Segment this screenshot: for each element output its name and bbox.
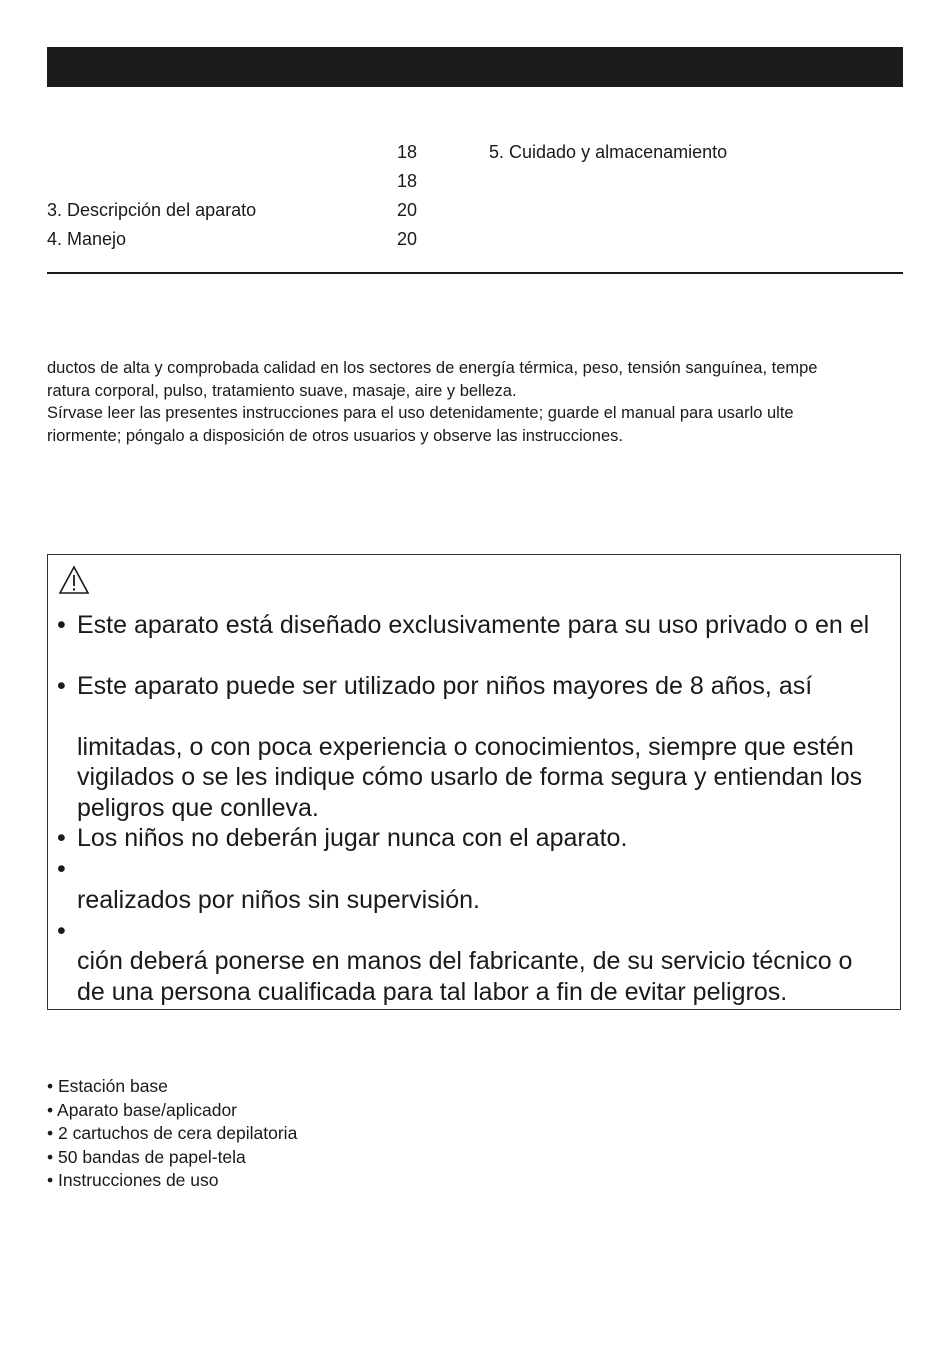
intro-text (47, 357, 907, 447)
toc-item-label: 3. Descripción del aparato (47, 200, 257, 220)
intro-line: ratura corporal, pulso, tratamiento suave, masaje, aire y belleza. (47, 381, 517, 400)
list-item: • 2 cartuchos de cera depilatoria (47, 1123, 298, 1144)
warning-line: ción deberá ponerse en manos del fabricante, de su servicio técnico o (77, 947, 853, 975)
intro-line: Sírvase leer las presentes instrucciones para el uso detenidamente; guarde el manual para usarlo ulte (47, 404, 794, 422)
warning-line: realizados por niños sin supervisión. (77, 886, 480, 914)
warning-line: peligros que conlleva. (77, 794, 319, 822)
toc-page-number: 20 (397, 229, 418, 249)
package-contents-list (47, 1075, 297, 1193)
warning-line: limitadas, o con poca experiencia o conocimientos, siempre que estén (77, 733, 854, 761)
warning-line: Los niños no deberán jugar nunca con el aparato. (77, 824, 628, 852)
warning-triangle-icon (58, 565, 90, 595)
header-bar (47, 47, 903, 87)
intro-line: riormente; póngalo a disposición de otros usuarios y observe las instrucciones. (47, 426, 623, 445)
warning-line: vigilados o se les indique cómo usarlo de forma segura y entiendan los (77, 763, 863, 791)
warning-line: Este aparato está diseñado exclusivamente para su uso privado o en el (77, 611, 870, 639)
intro-line: ductos de alta y comprobada calidad en los sectores de energía térmica, peso, tensión sanguínea, tempe (47, 359, 818, 377)
toc-item-label: 4. Manejo (47, 229, 127, 249)
list-item: • 50 bandas de papel-tela (47, 1146, 246, 1167)
bullet: • (57, 855, 66, 883)
toc-page-number: 18 (397, 171, 418, 191)
toc-divider (47, 272, 903, 274)
bullet: • (57, 824, 66, 852)
list-item: • Estación base (47, 1076, 168, 1096)
bullet: • (57, 917, 66, 945)
bullet: • (57, 672, 66, 700)
toc-item-label: 5. Cuidado y almacenamiento (489, 142, 728, 162)
warning-box (47, 554, 901, 1010)
warning-line: Este aparato puede ser utilizado por niños mayores de 8 años, así (77, 672, 813, 700)
list-item: • Aparato base/aplicador (47, 1099, 238, 1120)
warning-line: de una persona cualificada para tal labor a fin de evitar peligros. (77, 978, 788, 1006)
toc-page-number: 20 (397, 200, 418, 220)
toc-page-number: 18 (397, 142, 418, 162)
bullet: • (57, 611, 66, 639)
list-item: • Instrucciones de uso (47, 1170, 219, 1191)
